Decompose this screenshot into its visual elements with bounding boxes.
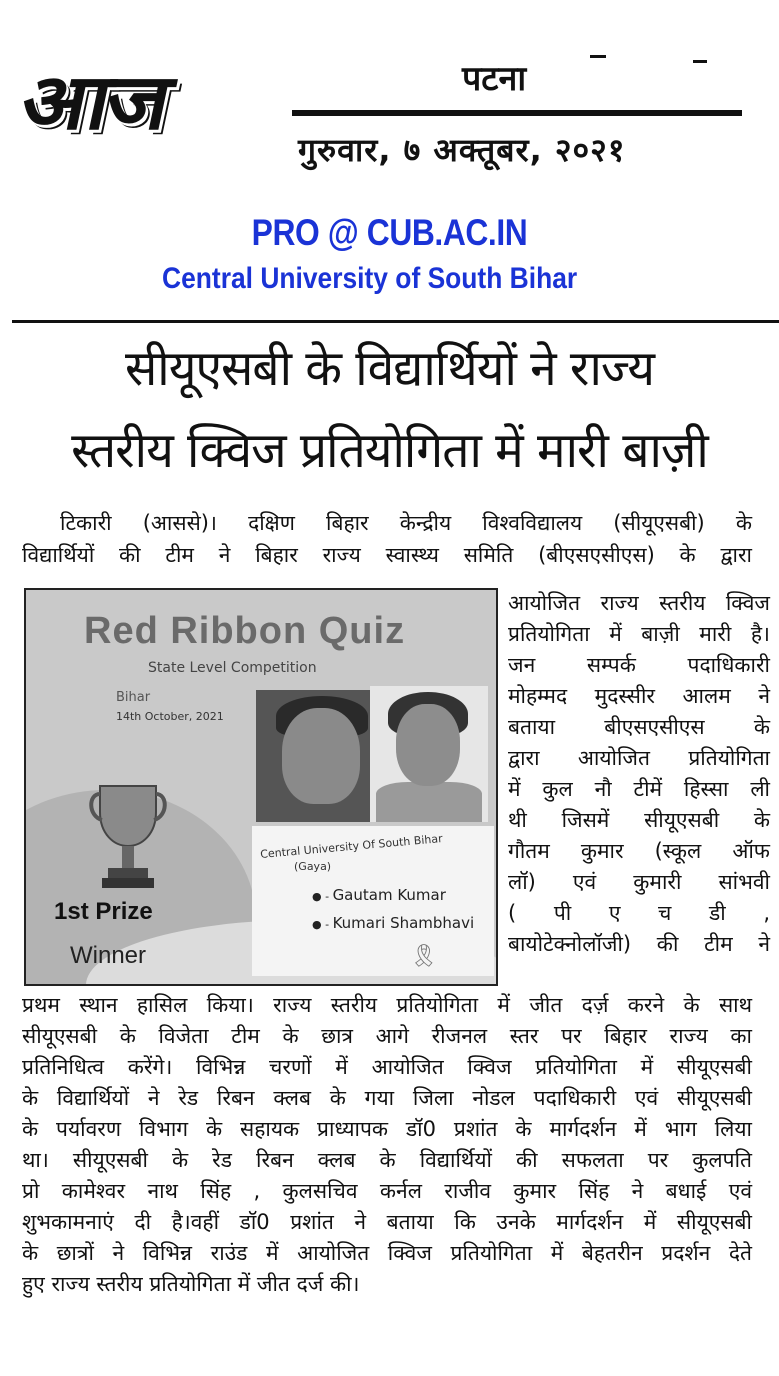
article-line: लॉ) एवं कुमारी सांभवी <box>508 870 770 894</box>
article-line: शुभकामनाएं दी है।वहीं डॉ0 प्रशांत ने बताया कि उनके मार्गदर्शन में सीयूएसबी <box>22 1210 752 1234</box>
article-line: था। सीयूएसबी के रेड रिबन क्लब के विद्यार्थियों की सफलता पर कुलपति <box>22 1148 752 1172</box>
winner-name: ● - Kumari Shambhavi <box>312 910 474 938</box>
article-line: जन सम्पर्क पदाधिकारी <box>508 653 770 677</box>
masthead-rule <box>292 110 742 116</box>
article-line: आयोजित राज्य स्तरीय क्विज <box>508 591 770 615</box>
article-line: प्रतियोगिता में बाज़ी मारी है। <box>508 622 770 646</box>
article-line: हुए राज्य स्तरीय प्रतियोगिता में जीत दर्ज की। <box>22 1272 360 1296</box>
photo-caption-university: Central University Of South Bihar <box>259 832 444 861</box>
masthead-dash <box>590 55 606 58</box>
article-line: ( पी ए च डी , <box>508 901 770 925</box>
newspaper-logo: आज <box>13 56 177 148</box>
article-line: बताया बीएसएसीएस के <box>508 715 770 739</box>
article-line: द्वारा आयोजित प्रतियोगिता <box>508 746 770 770</box>
article-line: थी जिसमें सीयूएसबी के <box>508 808 770 832</box>
headline-line-2: स्तरीय क्विज प्रतियोगिता में मारी बाज़ी <box>71 422 708 479</box>
photo-winner-names <box>312 882 474 938</box>
photo-quiz-subtitle: State Level Competition <box>148 660 317 676</box>
photo-winner: Winner <box>70 942 147 969</box>
article-line: के छात्रों ने विभिन्न राउंड में आयोजित क्विज प्रतियोगिता में बेहतरीन प्रदर्शन देते <box>22 1241 752 1265</box>
section-rule <box>12 320 779 323</box>
edition-date: गुरुवार, ७ अक्तूबर, २०२१ <box>298 131 626 169</box>
article-line: के पर्यावरण विभाग के सहायक प्राध्यापक डॉ0 प्रशांत के मार्गदर्शन में भाग लिया <box>22 1117 752 1141</box>
university-label: Central University of South Bihar <box>162 262 578 295</box>
article-line: प्रथम स्थान हासिल किया। राज्य स्तरीय प्रतियोगिता में जीत दर्ज़ करने के साथ <box>22 993 752 1017</box>
winner-name: ● - Gautam Kumar <box>312 882 474 910</box>
pro-label: PRO @ CUB.AC.IN <box>251 212 528 253</box>
red-ribbon-icon: 🎗 <box>410 944 438 969</box>
photo-caption-team: (Gaya) <box>294 860 332 873</box>
article-line: मोहम्मद मुदस्सीर आलम ने <box>508 684 770 708</box>
article-line: प्रतिनिधित्व करेंगे। विभिन्न चरणों में आयोजित क्विज प्रतियोगिता में सीयूएसबी <box>22 1055 752 1079</box>
photo-state: Bihar <box>116 690 151 705</box>
photo-date: 14th October, 2021 <box>116 710 224 723</box>
article-line: टिकारी (आससे)। दक्षिण बिहार केन्द्रीय विश्वविद्यालय (सीयूएसबी) के <box>60 511 752 535</box>
article-line: सीयूएसबी के विजेता टीम के छात्र आगे रीजनल स्तर पर बिहार राज्य का <box>22 1024 752 1048</box>
photo-quiz-title: Red Ribbon Quiz <box>84 610 406 652</box>
article-photo <box>24 588 498 986</box>
article-line: में कुल नौ टीमें हिस्सा ली <box>508 777 770 801</box>
photo-prize: 1st Prize <box>54 898 153 925</box>
article-line: गौतम कुमार (स्कूल ऑफ <box>508 839 770 863</box>
article-line: बायोटेक्नोलॉजी) की टीम ने <box>508 932 770 956</box>
article-line: प्रो कामेश्वर नाथ सिंह , कुलसचिव कर्नल राजीव कुमार सिंह ने बधाई एवं <box>22 1179 752 1203</box>
winner-photo-female <box>370 686 488 822</box>
trophy-icon <box>86 782 170 892</box>
article-line: विद्यार्थियों की टीम ने बिहार राज्य स्वास्थ्य समिति (बीएसएसीएस) के द्वारा <box>22 543 752 567</box>
article-line: के विद्यार्थियों ने रेड रिबन क्लब के गया जिला नोडल पदाधिकारी एवं सीयूएसबी <box>22 1086 752 1110</box>
edition-city: पटना <box>462 59 527 99</box>
headline-line-1: सीयूएसबी के विद्यार्थियों ने राज्य <box>124 340 655 397</box>
masthead-dash <box>693 60 707 63</box>
